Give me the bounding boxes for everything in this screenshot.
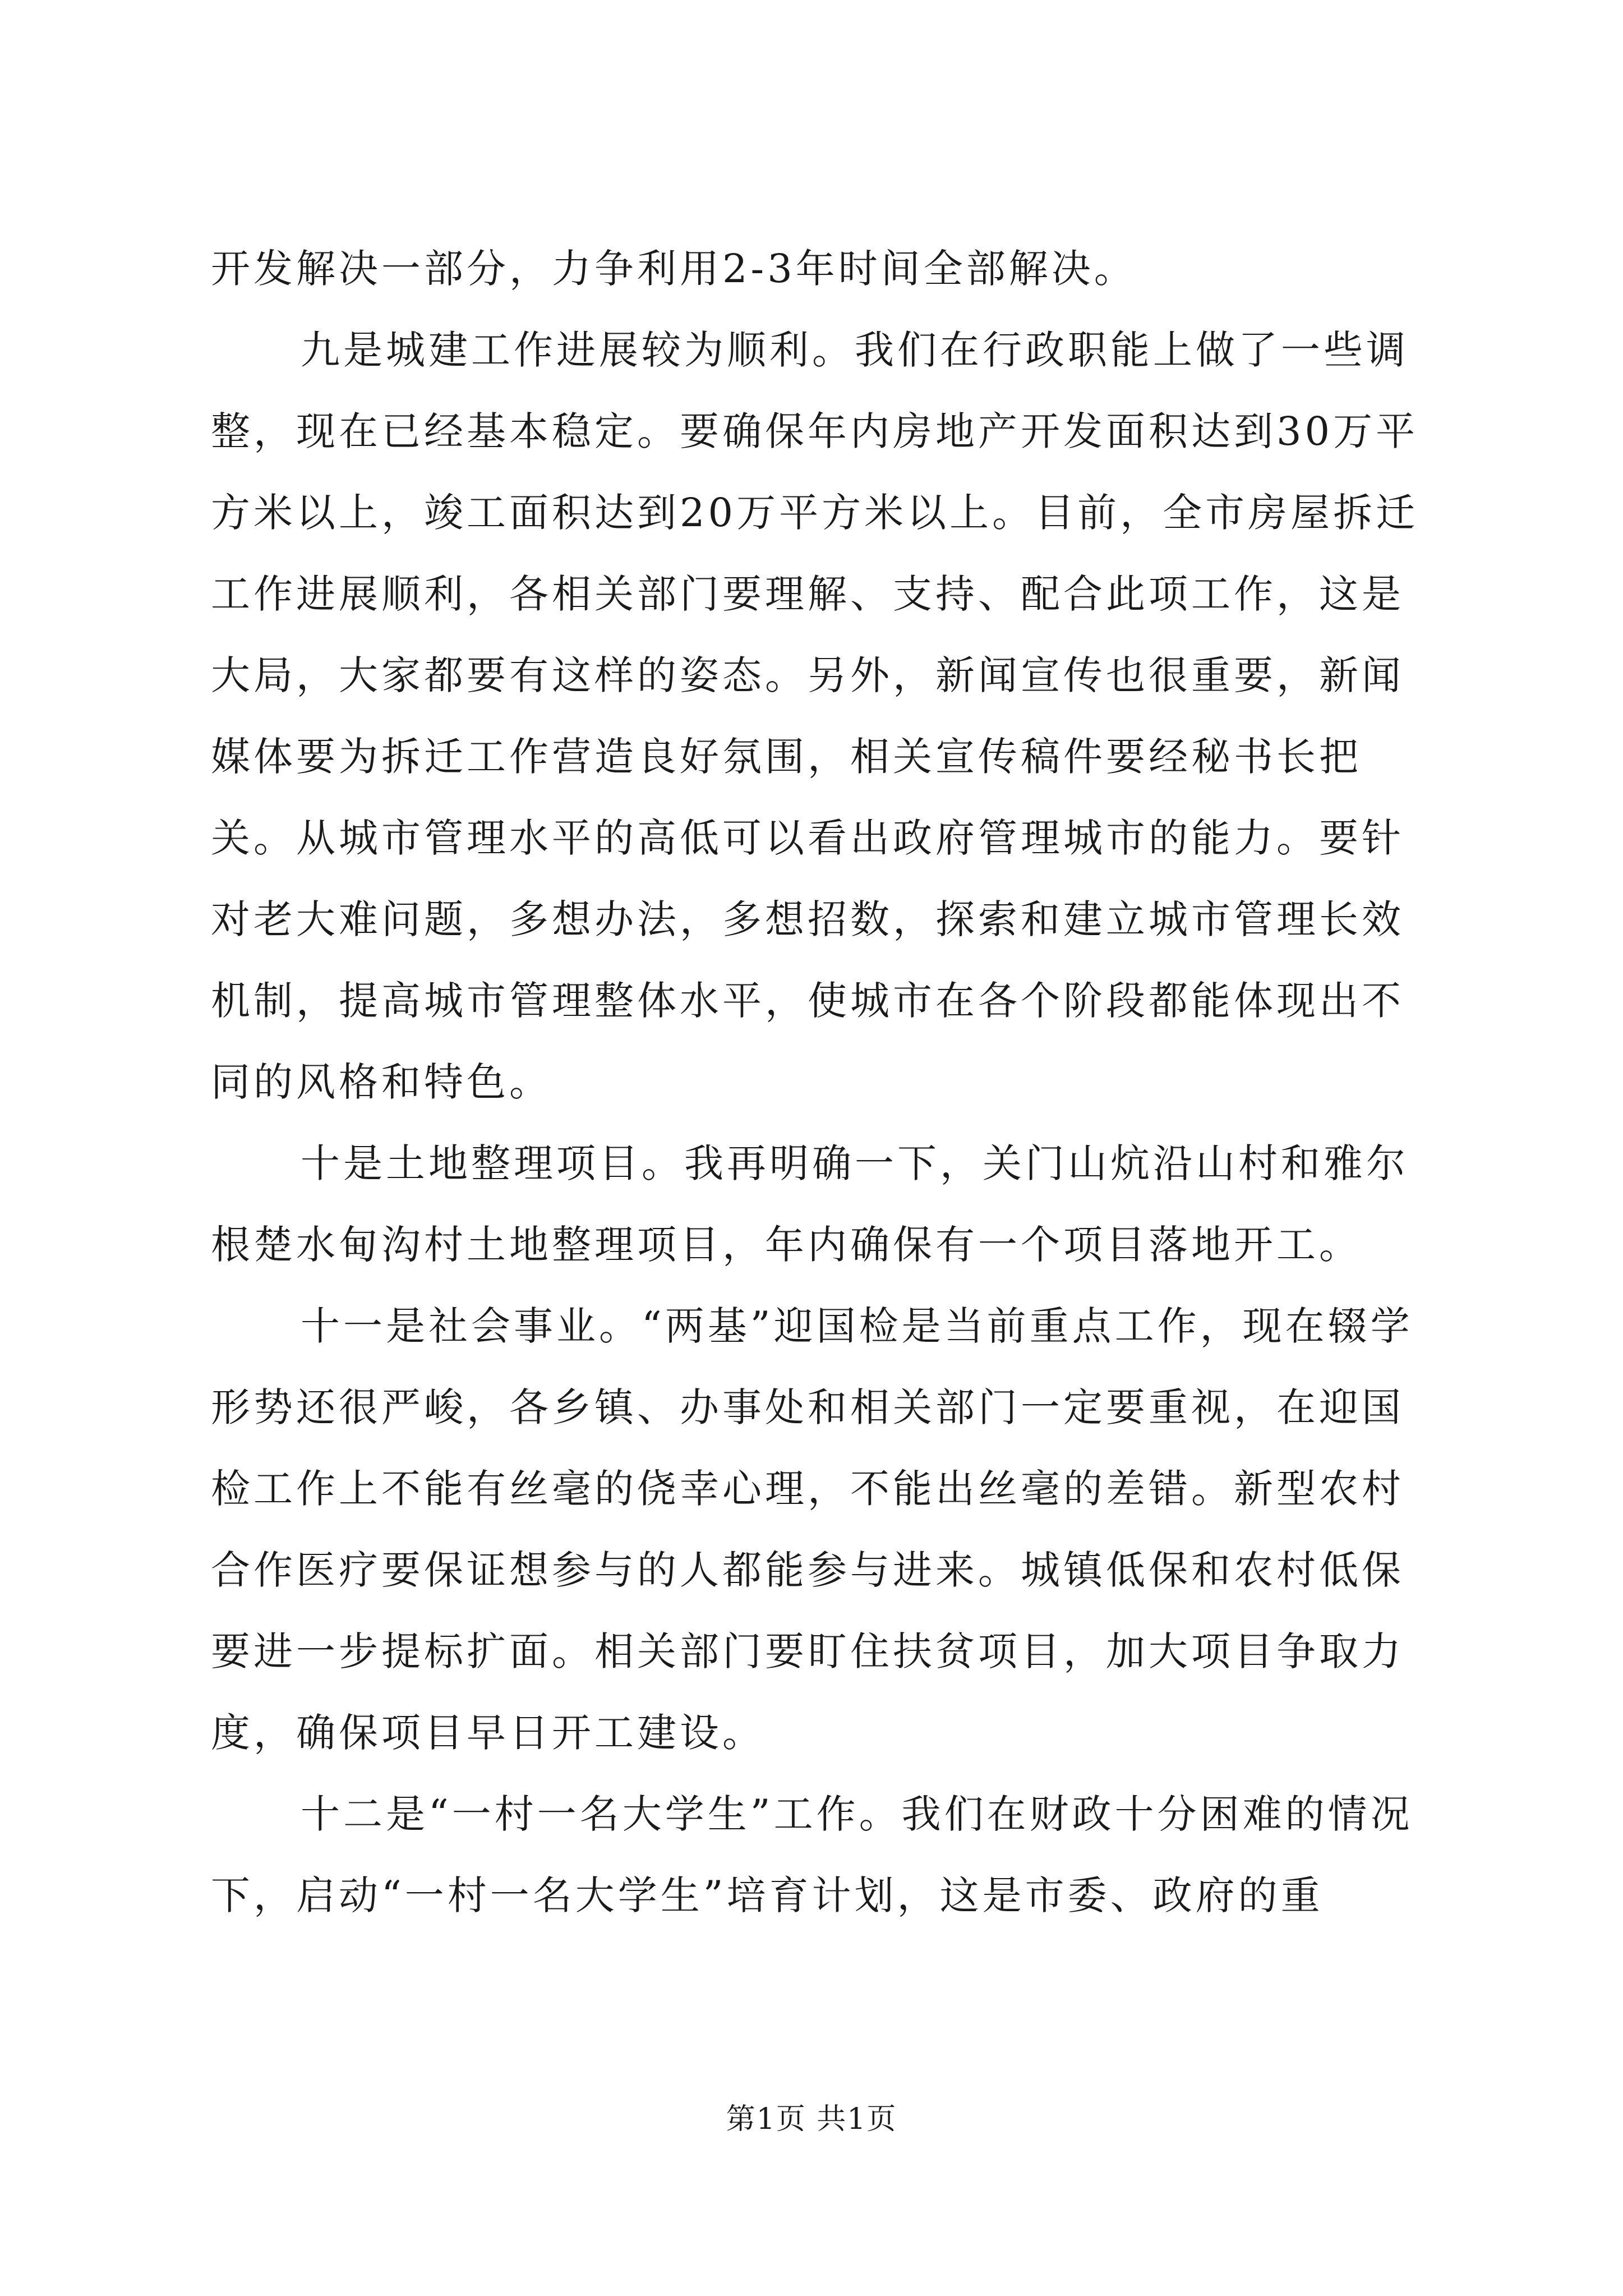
document-body [211, 228, 1426, 1936]
paragraph: 十是土地整理项目。我再明确一下，关门山炕沿山村和雅尔根楚水甸沟村土地整理项目，年内确保有一个项目落地开工。 [211, 1140, 1409, 1268]
paragraph: 开发解决一部分，力争利用2-3年时间全部解决。 [211, 246, 1137, 292]
paragraph: 十一是社会事业。“两基”迎国检是当前重点工作，现在辍学形势还很严峻，各乡镇、办事处和相关部门一定要重视，在迎国检工作上不能有丝毫的侥幸心理，不能出丝毫的差错。新型农村合作医疗要保证想参与的人都能参与进来。城镇低保和农村低保要进一步提标扩面。相关部门要盯住扶贫项目，加大项目争取力度，确保项目早日开工建设。 [211, 1303, 1413, 1756]
page-number-footer: 第1页 共1页 [726, 2102, 897, 2136]
paragraph: 十二是“一村一名大学生”工作。我们在财政十分困难的情况下，启动“一村一名大学生”培育计划，这是市委、政府的重 [211, 1791, 1413, 1918]
paragraph: 九是城建工作进展较为顺利。我们在行政职能上做了一些调整，现在已经基本稳定。要确保年内房地产开发面积达到30万平方米以上，竣工面积达到20万平方米以上。目前，全市房屋拆迁工作进展顺利，各相关部门要理解、支持、配合此项工作，这是大局，大家都要有这样的姿态。另外，新闻宣传也很重要，新闻媒体要为拆迁工作营造良好氛围，相关宣传稿件要经秘书长把关。从城市管理水平的高低可以看出政府管理城市的能力。要针对老大难问题，多想办法，多想招数，探索和建立城市管理长效机制，提高城市管理整体水平，使城市在各个阶段都能体现出不同的风格和特色。 [211, 327, 1419, 1105]
